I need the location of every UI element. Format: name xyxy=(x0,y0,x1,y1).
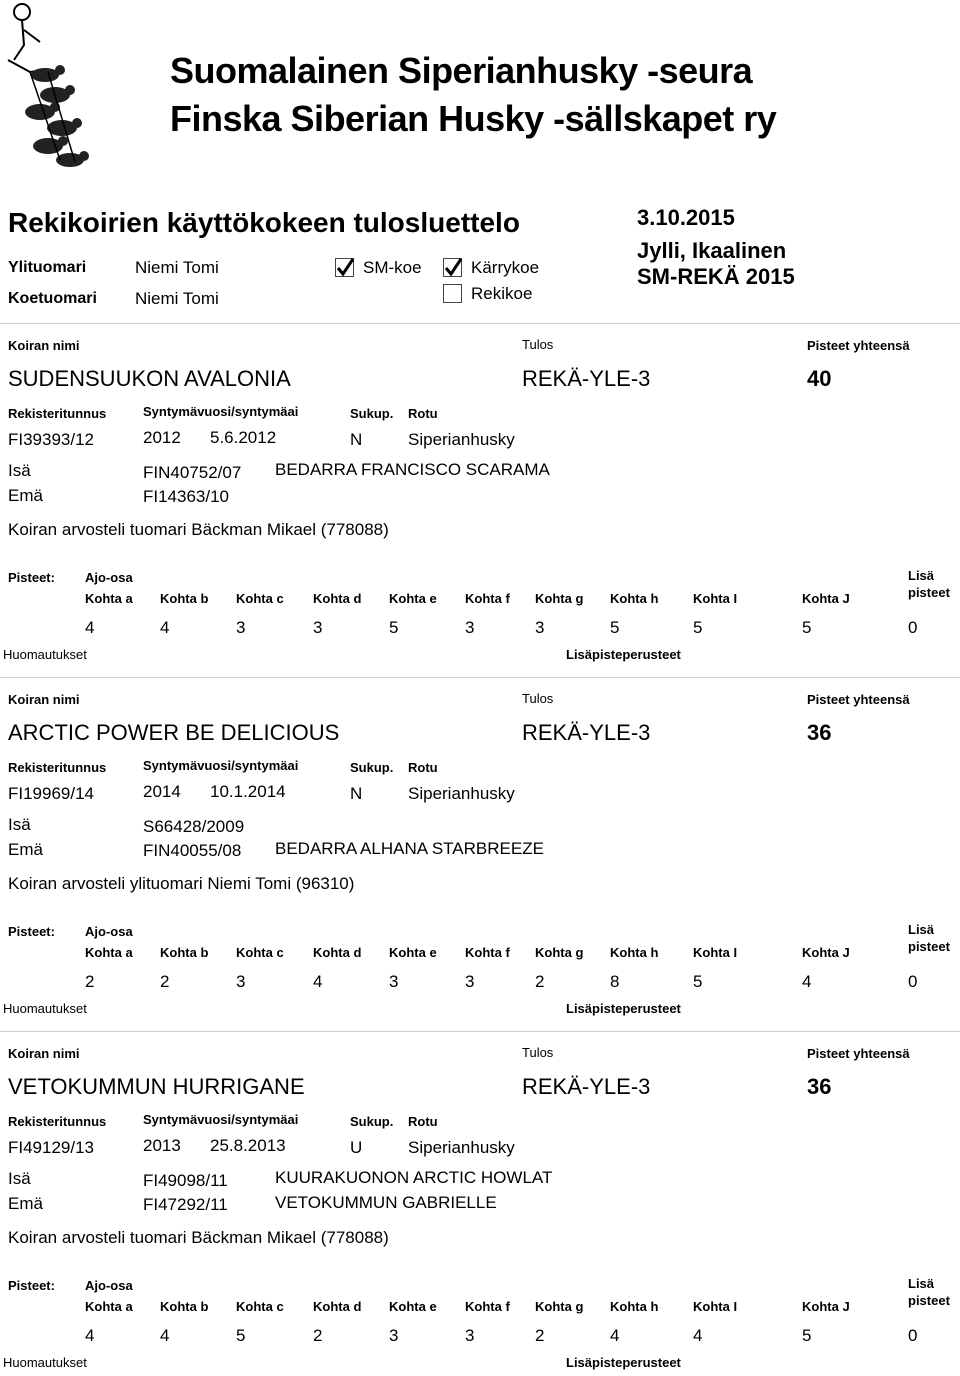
total-points: 40 xyxy=(807,366,832,391)
sled-test-label: Rekikoe xyxy=(471,284,533,303)
breed-label: Rotu xyxy=(408,1114,438,1129)
test-result: REKÄ-YLE-3 xyxy=(522,366,651,391)
sled-dog-team-logo xyxy=(0,0,150,180)
chief-judge-value: Niemi Tomi xyxy=(135,258,219,277)
birth-label: Syntymävuosi/syntymäai xyxy=(143,1112,299,1127)
sex: N xyxy=(350,430,363,449)
extra-points-label: pisteet xyxy=(908,939,950,954)
item-score: 3 xyxy=(236,972,246,991)
item-label: Kohta b xyxy=(160,1299,209,1314)
item-score: 5 xyxy=(610,618,620,637)
test-judge-label: Koetuomari xyxy=(8,290,97,307)
item-score: 3 xyxy=(535,618,545,637)
item-score: 5 xyxy=(693,618,703,637)
item-score: 5 xyxy=(693,972,703,991)
item-label: Kohta h xyxy=(610,1299,659,1314)
section-divider xyxy=(0,323,960,324)
dog-name-label: Koiran nimi xyxy=(8,1046,80,1061)
item-score: 4 xyxy=(85,618,95,637)
item-score: 5 xyxy=(802,1326,812,1345)
total-points-label: Pisteet yhteensä xyxy=(807,1046,910,1061)
sire-label: Isä xyxy=(8,815,31,834)
result-label: Tulos xyxy=(522,1045,554,1060)
page-title: Rekikoirien käyttökokeen tulosluettelo xyxy=(8,207,520,238)
birth-date: 25.8.2013 xyxy=(210,1136,286,1155)
total-points-label: Pisteet yhteensä xyxy=(807,692,910,707)
points-label: Pisteet: xyxy=(8,924,55,939)
item-label: Kohta e xyxy=(389,945,437,960)
cart-test-label: Kärrykoe xyxy=(471,258,540,277)
drive-section-label: Ajo-osa xyxy=(85,924,133,939)
breed-label: Rotu xyxy=(408,406,438,421)
reg-no-label: Rekisteritunnus xyxy=(8,760,107,775)
extra-label: Lisä xyxy=(908,568,935,583)
item-label: Kohta I xyxy=(693,945,738,960)
drive-section-label: Ajo-osa xyxy=(85,1278,133,1293)
item-label: Kohta c xyxy=(236,591,284,606)
sex-label: Sukup. xyxy=(350,1114,394,1129)
breed: Siperianhusky xyxy=(408,1138,515,1157)
dam-name: BEDARRA ALHANA STARBREEZE xyxy=(275,839,544,858)
sex-label: Sukup. xyxy=(350,406,394,421)
extra-basis-label: Lisäpisteperusteet xyxy=(566,1001,681,1016)
test-result: REKÄ-YLE-3 xyxy=(522,720,651,745)
result-label: Tulos xyxy=(522,337,554,352)
item-label: Kohta d xyxy=(313,1299,362,1314)
dog-name-label: Koiran nimi xyxy=(8,338,80,353)
organization-name-swedish: Finska Siberian Husky -sällskapet ry xyxy=(170,98,777,139)
sm-test-label: SM-koe xyxy=(363,258,422,277)
dam-label: Emä xyxy=(8,840,43,859)
item-score: 4 xyxy=(85,1326,95,1345)
breed: Siperianhusky xyxy=(408,784,515,803)
birth-year: 2012 xyxy=(143,428,181,447)
dog-name: SUDENSUUKON AVALONIA xyxy=(8,366,291,391)
item-label: Kohta J xyxy=(802,1299,850,1314)
dog-name-label: Koiran nimi xyxy=(8,692,80,707)
dam-name: VETOKUMMUN GABRIELLE xyxy=(275,1193,497,1212)
item-score: 4 xyxy=(313,972,323,991)
reg-no-label: Rekisteritunnus xyxy=(8,1114,107,1129)
item-score: 4 xyxy=(610,1326,620,1345)
reg-no: FI49129/13 xyxy=(8,1138,95,1157)
item-score: 3 xyxy=(389,1326,399,1345)
item-score: 8 xyxy=(610,972,620,991)
item-score: 3 xyxy=(236,618,246,637)
reg-no: FI39393/12 xyxy=(8,430,95,449)
item-label: Kohta e xyxy=(389,591,437,606)
chief-judge-label: Ylituomari xyxy=(8,259,87,276)
item-label: Kohta f xyxy=(465,945,510,960)
item-label: Kohta h xyxy=(610,591,659,606)
section-divider xyxy=(0,677,960,678)
extra-points: 0 xyxy=(908,618,918,637)
item-label: Kohta g xyxy=(535,945,584,960)
dam-reg: FIN40055/08 xyxy=(143,841,242,860)
item-label: Kohta c xyxy=(236,1299,284,1314)
test-result: REKÄ-YLE-3 xyxy=(522,1074,651,1099)
dog-result-section-2 xyxy=(0,677,960,1017)
item-score: 4 xyxy=(693,1326,703,1345)
sm-test-checkbox[interactable] xyxy=(335,258,354,277)
breed-label: Rotu xyxy=(408,760,438,775)
checkmark-icon xyxy=(335,256,355,278)
item-label: Kohta f xyxy=(465,591,510,606)
item-score: 3 xyxy=(465,618,475,637)
dog-name: ARCTIC POWER BE DELICIOUS xyxy=(8,720,340,745)
extra-points-label: pisteet xyxy=(908,585,950,600)
extra-label: Lisä xyxy=(908,922,935,937)
remarks-label: Huomautukset xyxy=(3,647,87,662)
item-label: Kohta e xyxy=(389,1299,437,1314)
sex-label: Sukup. xyxy=(350,760,394,775)
item-score: 2 xyxy=(535,1326,545,1345)
item-label: Kohta I xyxy=(693,591,738,606)
breed: Siperianhusky xyxy=(408,430,515,449)
item-label: Kohta f xyxy=(465,1299,510,1314)
item-label: Kohta a xyxy=(85,945,133,960)
event-name: SM-REKÄ 2015 xyxy=(637,264,795,289)
birth-label: Syntymävuosi/syntymäai xyxy=(143,758,299,773)
item-label: Kohta c xyxy=(236,945,284,960)
drive-section-label: Ajo-osa xyxy=(85,570,133,585)
extra-points: 0 xyxy=(908,1326,918,1345)
item-label: Kohta a xyxy=(85,1299,133,1314)
item-score: 2 xyxy=(85,972,95,991)
judge-line: Koiran arvosteli tuomari Bäckman Mikael (778088) xyxy=(8,1228,389,1247)
item-score: 2 xyxy=(160,972,170,991)
dog-result-section-3 xyxy=(0,1031,960,1371)
sire-label: Isä xyxy=(8,1169,31,1188)
item-score: 3 xyxy=(389,972,399,991)
reg-no: FI19969/14 xyxy=(8,784,95,803)
sire-name: KUURAKUONON ARCTIC HOWLAT xyxy=(275,1168,553,1187)
judge-line: Koiran arvosteli tuomari Bäckman Mikael (778088) xyxy=(8,520,389,539)
birth-date: 5.6.2012 xyxy=(210,428,277,447)
birth-year: 2013 xyxy=(143,1136,181,1155)
item-label: Kohta b xyxy=(160,591,209,606)
remarks-label: Huomautukset xyxy=(3,1355,87,1370)
item-score: 4 xyxy=(802,972,812,991)
item-score: 5 xyxy=(389,618,399,637)
item-label: Kohta I xyxy=(693,1299,738,1314)
extra-basis-label: Lisäpisteperusteet xyxy=(566,1355,681,1370)
dog-name: VETOKUMMUN HURRIGANE xyxy=(8,1074,305,1099)
item-label: Kohta J xyxy=(802,591,850,606)
birth-label: Syntymävuosi/syntymäai xyxy=(143,404,299,419)
organization-name-finnish: Suomalainen Siperianhusky -seura xyxy=(170,50,753,91)
total-points-label: Pisteet yhteensä xyxy=(807,338,910,353)
judge-line: Koiran arvosteli ylituomari Niemi Tomi (96310) xyxy=(8,874,355,893)
dam-label: Emä xyxy=(8,1194,43,1213)
item-score: 4 xyxy=(160,618,170,637)
item-score: 3 xyxy=(465,972,475,991)
test-judge-value: Niemi Tomi xyxy=(135,289,219,308)
total-points: 36 xyxy=(807,720,832,745)
sex: U xyxy=(350,1138,363,1157)
dam-reg: FI47292/11 xyxy=(143,1195,228,1214)
reg-no-label: Rekisteritunnus xyxy=(8,406,107,421)
extra-basis-label: Lisäpisteperusteet xyxy=(566,647,681,662)
item-label: Kohta J xyxy=(802,945,850,960)
dog-result-section-1 xyxy=(0,323,960,663)
dam-reg: FI14363/10 xyxy=(143,487,230,506)
item-score: 5 xyxy=(802,618,812,637)
result-label: Tulos xyxy=(522,691,554,706)
extra-points: 0 xyxy=(908,972,918,991)
sire-reg: FIN40752/07 xyxy=(143,463,242,482)
extra-points-label: pisteet xyxy=(908,1293,950,1308)
section-divider xyxy=(0,1031,960,1032)
item-label: Kohta g xyxy=(535,591,584,606)
points-label: Pisteet: xyxy=(8,1278,55,1293)
item-label: Kohta g xyxy=(535,1299,584,1314)
item-label: Kohta a xyxy=(85,591,133,606)
item-label: Kohta d xyxy=(313,945,362,960)
event-place: Jylli, Ikaalinen xyxy=(637,238,787,263)
item-label: Kohta d xyxy=(313,591,362,606)
event-date: 3.10.2015 xyxy=(637,205,735,230)
sire-reg: S66428/2009 xyxy=(143,817,245,836)
total-points: 36 xyxy=(807,1074,832,1099)
sire-label: Isä xyxy=(8,461,31,480)
item-score: 5 xyxy=(236,1326,246,1345)
dam-label: Emä xyxy=(8,486,43,505)
item-score: 4 xyxy=(160,1326,170,1345)
birth-year: 2014 xyxy=(143,782,181,801)
item-score: 3 xyxy=(465,1326,475,1345)
cart-test-checkbox[interactable] xyxy=(443,258,462,277)
item-score: 2 xyxy=(313,1326,323,1345)
item-label: Kohta b xyxy=(160,945,209,960)
sire-name: BEDARRA FRANCISCO SCARAMA xyxy=(275,460,550,479)
points-label: Pisteet: xyxy=(8,570,55,585)
sled-test-checkbox[interactable] xyxy=(443,284,462,303)
sire-reg: FI49098/11 xyxy=(143,1171,228,1190)
extra-label: Lisä xyxy=(908,1276,935,1291)
remarks-label: Huomautukset xyxy=(3,1001,87,1016)
birth-date: 10.1.2014 xyxy=(210,782,286,801)
sex: N xyxy=(350,784,363,803)
checkmark-icon xyxy=(443,256,463,278)
item-score: 2 xyxy=(535,972,545,991)
item-score: 3 xyxy=(313,618,323,637)
item-label: Kohta h xyxy=(610,945,659,960)
